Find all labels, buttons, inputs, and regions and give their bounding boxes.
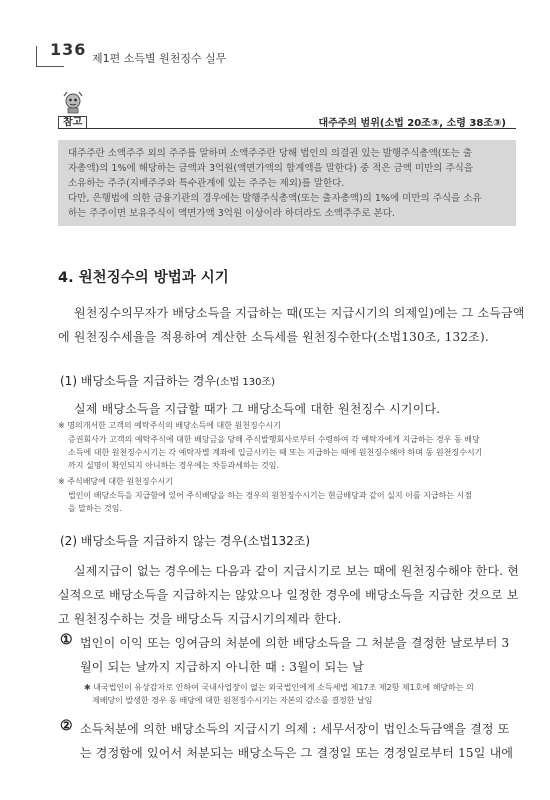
chapter-title: 제1편 소득별 원천징수 실무 (92, 52, 227, 65)
item-2-line: 소득처분에 의한 배당소득의 지급시기 의제 : 세무서장이 법인소득금액을 결정 또 (80, 722, 510, 736)
item-2-line: 는 경정함에 있어서 처분되는 배당소득은 그 결정일 또는 경정일로부터 15일 내에 (80, 746, 514, 760)
reference-note-header (36, 90, 516, 130)
subsection-2-heading: (2) 배당소득을 지급하지 않는 경우 (60, 534, 243, 548)
subsection-2-ref: (소법132조) (242, 534, 310, 548)
section-title: 4. 원천징수의 방법과 시기 (58, 270, 229, 286)
sub1-note-line: 법인이 배당소득을 지급함에 있어 주식배당을 하는 경우의 원천징수시기는 현금배당과 같이 실지 이를 지급하는 시점 (68, 491, 472, 500)
item-1-line: 법인이 이익 또는 잉여금의 처분에 의한 배당소득을 그 처분을 결정한 날로부터 3 (80, 636, 510, 650)
reference-tag: 참고 (58, 116, 87, 129)
subsection-1-heading: (1) 배당소득을 지급하는 경우 (60, 374, 216, 388)
note-line: 하는 주주이면 보유주식이 액면가액 3억원 이상이라 하더라도 소액주주로 본다. (68, 208, 395, 219)
subsection-1-body: 실제 배당소득을 지급할 때가 그 배당소득에 대한 원천징수 시기이다. (74, 402, 441, 416)
page-number: 136 (50, 40, 87, 59)
subsection-2-body: 고 원천징수하는 것을 배당소득 지급시기의제라 한다. (58, 612, 342, 626)
sub1-note-line: ※ 주식배당에 대한 원천징수시기 (58, 477, 173, 486)
item-1-note-line: ✱ 내국법인이 유상감자로 인하여 국내사업장이 없는 외국법인에게 소득세법 제17조 제2항 제1호에 해당하는 의 (84, 683, 474, 692)
header-bracket-horizontal (36, 66, 64, 67)
item-1-note-line: 제배당이 발생한 경우 동 배당에 대한 원천징수시기는 자본의 감소를 결정한 날임 (92, 696, 373, 705)
subsection-1-ref: (소법 130조) (215, 377, 276, 388)
subsection-2-body: 실제지급이 없는 경우에는 다음과 같이 지급시기로 보는 때에 원천징수해야 한다. 현 (74, 564, 520, 578)
subsection-2-title (60, 532, 310, 549)
intro-line: 원천징수의무자가 배당소득을 지급하는 때(또는 지급시기의 의제일)에는 그 소득금액 (74, 306, 525, 320)
sub1-note-line: 증권회사가 고객의 예탁주식에 대한 배당금을 당해 주식발행회사로부터 수령하여 각 예탁자에게 지급하는 경우 동 배당 (68, 435, 480, 444)
note-line: 대주주란 소액주주 외의 주주를 말하며 소액주주란 당해 법인의 의결권 있는 발행주식총액(또는 출 (68, 148, 473, 159)
header-bracket-vertical (36, 46, 37, 66)
mascot-icon (60, 90, 86, 114)
item-1-marker: ① (60, 632, 73, 648)
sub1-note-line: ※ 명의개서한 고객의 예탁주식의 배당소득에 대한 원천징수시기 (58, 421, 281, 430)
item-1-line: 월이 되는 날까지 지급하지 아니한 때 : 3월이 되는 날 (80, 660, 365, 674)
note-line: 다만, 은행법에 의한 금융기관의 경우에는 발행주식총액(또는 출자총액)의 1%에 미만의 주식을 소유 (68, 193, 482, 204)
sub1-note-line: 까지 실명이 확인되지 아니하는 경우에는 차등과세하는 것임. (68, 461, 279, 470)
item-2-marker: ② (60, 718, 73, 734)
sub1-note-line: 소득에 대한 원천징수시기는 각 예탁자별 계좌에 입금시키는 때 또는 지급하는 때에 원천징수해야 하며 동 원천징수시기 (68, 448, 483, 457)
note-line: 소유하는 주주(지배주주와 특수관계에 있는 주주는 제외)를 말한다. (68, 178, 345, 189)
sub1-note-line: 을 말하는 것임. (68, 504, 122, 513)
note-line: 자총액)의 1%에 해당하는 금액과 3억원(액면가액의 합계액을 말한다) 중 적은 금액 미만의 주식을 (68, 163, 474, 174)
running-header (36, 40, 516, 70)
subsection-2-body: 실적으로 배당소득을 지급하지는 않았으나 일정한 경우에 배당소득을 지급한 것으로 보 (58, 588, 519, 602)
intro-line: 에 원천징수세율을 적용하여 계산한 소득세를 원천징수한다(소법130조, 132조). (58, 330, 489, 344)
subsection-1-title (60, 372, 275, 389)
note-box (58, 140, 516, 226)
note-title: 대주주의 범위(소법 20조③, 소령 38조③) (318, 118, 506, 129)
